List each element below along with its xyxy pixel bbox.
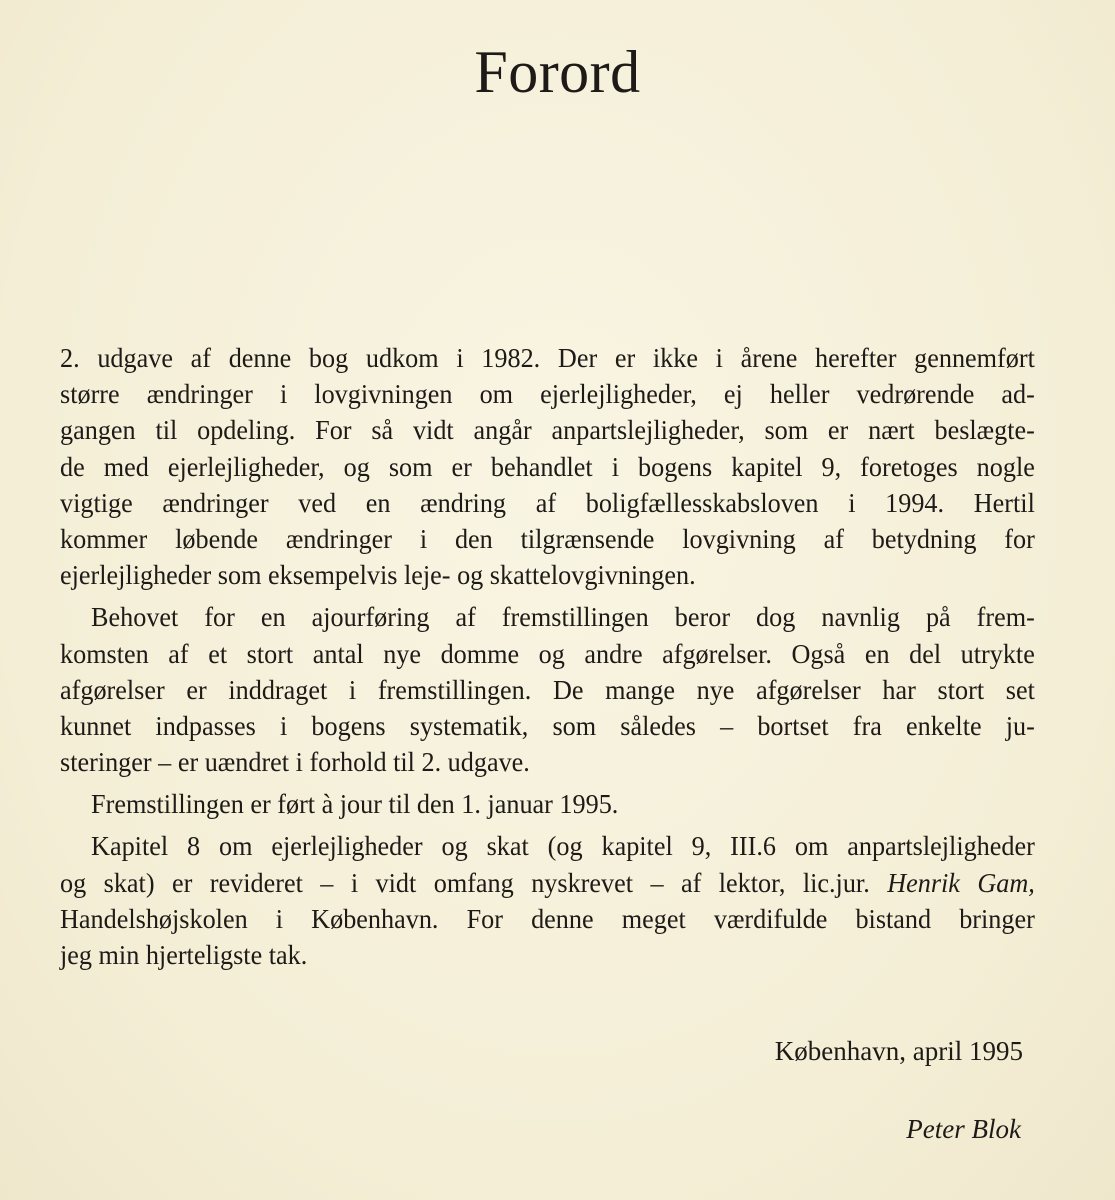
paragraph-1	[60, 340, 1035, 593]
paragraph-3	[60, 786, 1035, 822]
text-line: kunnet indpasses i bogens systematik, som således – bortset fra enkelte ju-	[60, 710, 1035, 741]
text-line: og skat) er revideret – i vidt omfang nyskrevet – af lektor, lic.jur. Henrik Gam,	[60, 867, 1035, 898]
author-name: Henrik Gam,	[887, 867, 1035, 898]
signature: Peter Blok	[906, 1114, 1021, 1144]
text-line: Handelshøjskolen i København. For denne meget værdifulde bistand bringer	[60, 903, 1035, 934]
text-line: gangen til opdeling. For så vidt angår anpartslejligheder, som er nært beslægte-	[60, 415, 1035, 446]
text-line: Behovet for en ajourføring af fremstillingen beror dog navnlig på frem-	[91, 602, 1035, 633]
text-line: jeg min hjerteligste tak.	[60, 940, 308, 970]
text-line: Kapitel 8 om ejerlejligheder og skat (og kapitel 9, III.6 om anpartslejligheder	[91, 831, 1035, 862]
place-date: København, april 1995	[774, 1036, 1023, 1066]
text-line: vigtige ændringer ved en ændring af boligfællesskabsloven i 1994. Hertil	[60, 487, 1035, 518]
text-line: ejerlejligheder som eksempelvis leje- og skattelovgivningen.	[60, 560, 696, 591]
preface-body	[60, 340, 1035, 973]
text-line: afgørelser er inddraget i fremstillingen. De mange nye afgørelser har stort set	[60, 674, 1035, 705]
text-line: komsten af et stort antal nye domme og andre afgørelser. Også en del utrykte	[60, 638, 1035, 669]
text-line: de med ejerlejligheder, og som er behandlet i bogens kapitel 9, foretoges nogle	[60, 451, 1035, 482]
text-line: Fremstillingen er ført à jour til den 1. januar 1995.	[91, 789, 619, 820]
text-line: større ændringer i lovgivningen om ejerlejligheder, ej heller vedrørende ad-	[60, 379, 1035, 410]
text-line: kommer løbende ændringer i den tilgrænsende lovgivning af betydning for	[60, 523, 1035, 554]
text-line: steringer – er uændret i forhold til 2. udgave.	[60, 747, 530, 778]
page-title: Forord	[474, 39, 641, 105]
paragraph-4	[60, 828, 1035, 973]
text-line: 2. udgave af denne bog udkom i 1982. Der er ikke i årene herefter gennemført	[60, 343, 1035, 373]
paragraph-2	[60, 599, 1035, 780]
